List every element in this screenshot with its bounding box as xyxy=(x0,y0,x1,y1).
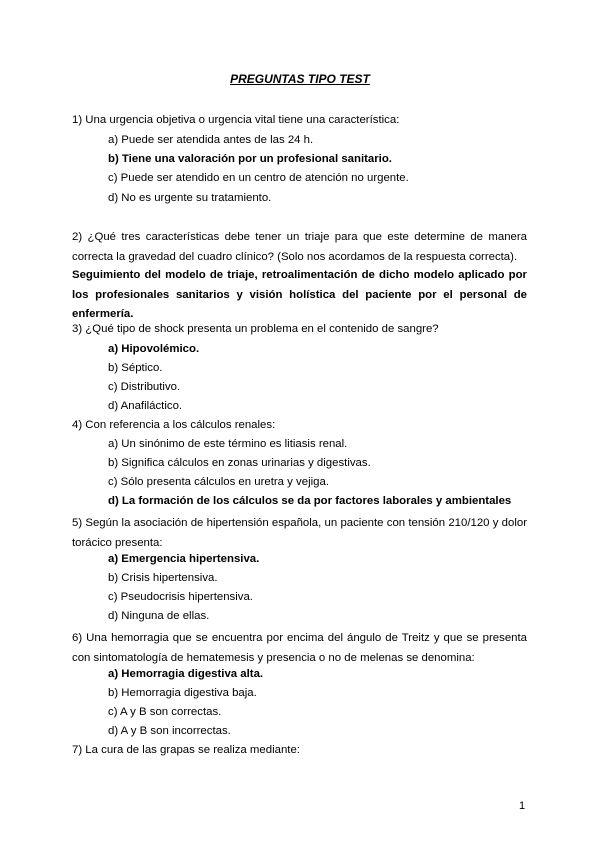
q1-option-a: a) Puede ser atendida antes de las 24 h. xyxy=(108,134,314,146)
q5-option-c: c) Pseudocrisis hipertensiva. xyxy=(108,591,253,603)
q1-option-c: c) Puede ser atendido en un centro de atención no urgente. xyxy=(108,172,409,184)
q4-option-d: d) La formación de los cálculos se da por factores laborales y ambientales xyxy=(108,495,512,507)
q5-option-a: a) Emergencia hipertensiva. xyxy=(108,553,260,565)
q5-option-b: b) Crisis hipertensiva. xyxy=(108,572,218,584)
q6-option-c: c) A y B son correctas. xyxy=(108,706,222,718)
q5-option-d: d) Ninguna de ellas. xyxy=(108,610,210,622)
q4-option-b: b) Significa cálculos en zonas urinarias y digestivas. xyxy=(108,457,371,469)
q4-option-c: c) Sólo presenta cálculos en uretra y vejiga. xyxy=(108,476,329,488)
page-title: PREGUNTAS TIPO TEST xyxy=(230,72,370,86)
q3-option-a: a) Hipovolémico. xyxy=(108,343,200,355)
q3-option-c: c) Distributivo. xyxy=(108,381,181,393)
question-7: 7) La cura de las grapas se realiza mediante: xyxy=(72,744,300,756)
q6-option-a: a) Hemorragia digestiva alta. xyxy=(108,668,264,680)
q2-answer: Seguimiento del modelo de triaje, retroalimentación de dicho modelo aplicado por los profesionales sanitarios y visión holística del paciente por el personal de enfermería. xyxy=(72,269,527,320)
q6-option-b: b) Hemorragia digestiva baja. xyxy=(108,687,257,699)
q3-option-d: d) Anafiláctico. xyxy=(108,400,183,412)
question-5: 5) Según la asociación de hipertensión española, un paciente con tensión 210/120 y dolor torácico presenta: xyxy=(72,517,527,549)
q1-option-d: d) No es urgente su tratamiento. xyxy=(108,192,272,204)
q4-option-a: a) Un sinónimo de este término es litiasis renal. xyxy=(108,438,348,450)
question-2: 2) ¿Qué tres características debe tener un triaje para que este determine de manera correcta la gravedad del cuadro clínico? (Solo nos acordamos de la respuesta correcta). xyxy=(72,231,527,263)
question-1: 1) Una urgencia objetiva o urgencia vital tiene una característica: xyxy=(72,114,400,126)
q1-option-b: b) Tiene una valoración por un profesional sanitario. xyxy=(108,153,392,165)
question-4: 4) Con referencia a los cálculos renales: xyxy=(72,419,276,431)
q6-option-d: d) A y B son incorrectas. xyxy=(108,725,231,737)
page-number: 1 xyxy=(519,800,526,812)
question-6: 6) Una hemorragia que se encuentra por encima del ángulo de Treitz y que se presenta con sintomatología de hematemesis y presencia o no de melenas se denomina: xyxy=(72,632,527,664)
q3-option-b: b) Séptico. xyxy=(108,362,163,374)
question-3: 3) ¿Qué tipo de shock presenta un problema en el contenido de sangre? xyxy=(72,323,439,335)
